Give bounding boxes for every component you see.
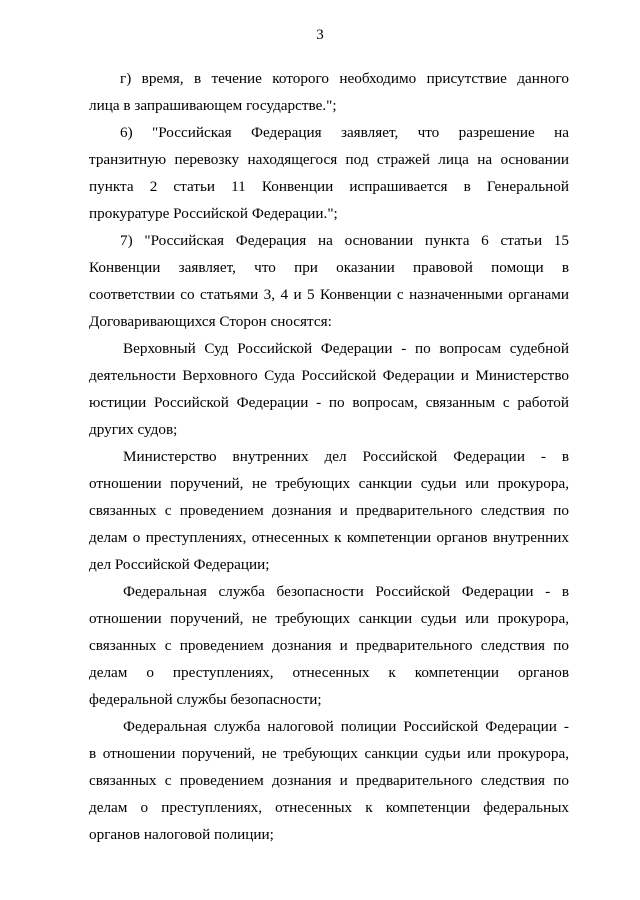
page-number: 3 xyxy=(316,27,324,43)
paragraph-mvd-line-3: связанных с проведением дознания и предварительного следствия по xyxy=(89,502,569,519)
paragraph-mvd-line-1: Министерство внутренних дел Российской Федерации - в xyxy=(123,448,569,465)
paragraph-supreme-court-line-3: юстиции Российской Федерации - по вопросам, связанным с работой xyxy=(89,394,569,411)
paragraph-fsb-line-3: связанных с проведением дознания и предварительного следствия по xyxy=(89,637,569,654)
paragraph-tax-police-line-2: в отношении поручений, не требующих санкции судьи или прокурора, xyxy=(89,745,569,762)
paragraph-item-7-line-1: 7) "Российская Федерация на основании пункта 6 статьи 15 xyxy=(120,232,569,249)
paragraph-item-7-line-3: соответствии со статьями 3, 4 и 5 Конвенции с назначенными органами xyxy=(89,286,569,303)
paragraph-mvd-line-4: делам о преступлениях, отнесенных к компетенции органов внутренних xyxy=(89,529,569,546)
paragraph-item-6-line-4: прокуратуре Российской Федерации."; xyxy=(89,205,338,222)
paragraph-item-6-line-3: пункта 2 статьи 11 Конвенции испрашивается в Генеральной xyxy=(89,178,569,195)
paragraph-item-g-line-1: г) время, в течение которого необходимо присутствие данного xyxy=(120,70,569,87)
paragraph-supreme-court-line-2: деятельности Верховного Суда Российской Федерации и Министерство xyxy=(89,367,569,384)
paragraph-item-g-line-2: лица в запрашивающем государстве."; xyxy=(89,97,337,114)
paragraph-fsb-line-2: отношении поручений, не требующих санкции судьи или прокурора, xyxy=(89,610,569,627)
paragraph-item-6-line-1: 6) "Российская Федерация заявляет, что разрешение на xyxy=(120,124,569,141)
paragraph-tax-police-line-5: органов налоговой полиции; xyxy=(89,826,274,843)
paragraph-item-7-line-2: Конвенции заявляет, что при оказании правовой помощи в xyxy=(89,259,569,276)
paragraph-tax-police-line-1: Федеральная служба налоговой полиции Российской Федерации - xyxy=(123,718,569,735)
paragraph-fsb-line-4: делам о преступлениях, отнесенных к компетенции органов xyxy=(89,664,569,681)
paragraph-supreme-court-line-4: других судов; xyxy=(89,421,178,438)
paragraph-tax-police-line-3: связанных с проведением дознания и предварительного следствия по xyxy=(89,772,569,789)
paragraph-supreme-court-line-1: Верховный Суд Российской Федерации - по вопросам судебной xyxy=(123,340,569,357)
paragraph-tax-police-line-4: делам о преступлениях, отнесенных к компетенции федеральных xyxy=(89,799,569,816)
paragraph-mvd-line-2: отношении поручений, не требующих санкции судьи или прокурора, xyxy=(89,475,569,492)
paragraph-mvd-line-5: дел Российской Федерации; xyxy=(89,556,270,573)
paragraph-item-6-line-2: транзитную перевозку находящегося под стражей лица на основании xyxy=(89,151,569,168)
paragraph-item-7-line-4: Договаривающихся Сторон сносятся: xyxy=(89,313,332,330)
paragraph-fsb-line-1: Федеральная служба безопасности Российской Федерации - в xyxy=(123,583,569,600)
paragraph-fsb-line-5: федеральной службы безопасности; xyxy=(89,691,322,708)
